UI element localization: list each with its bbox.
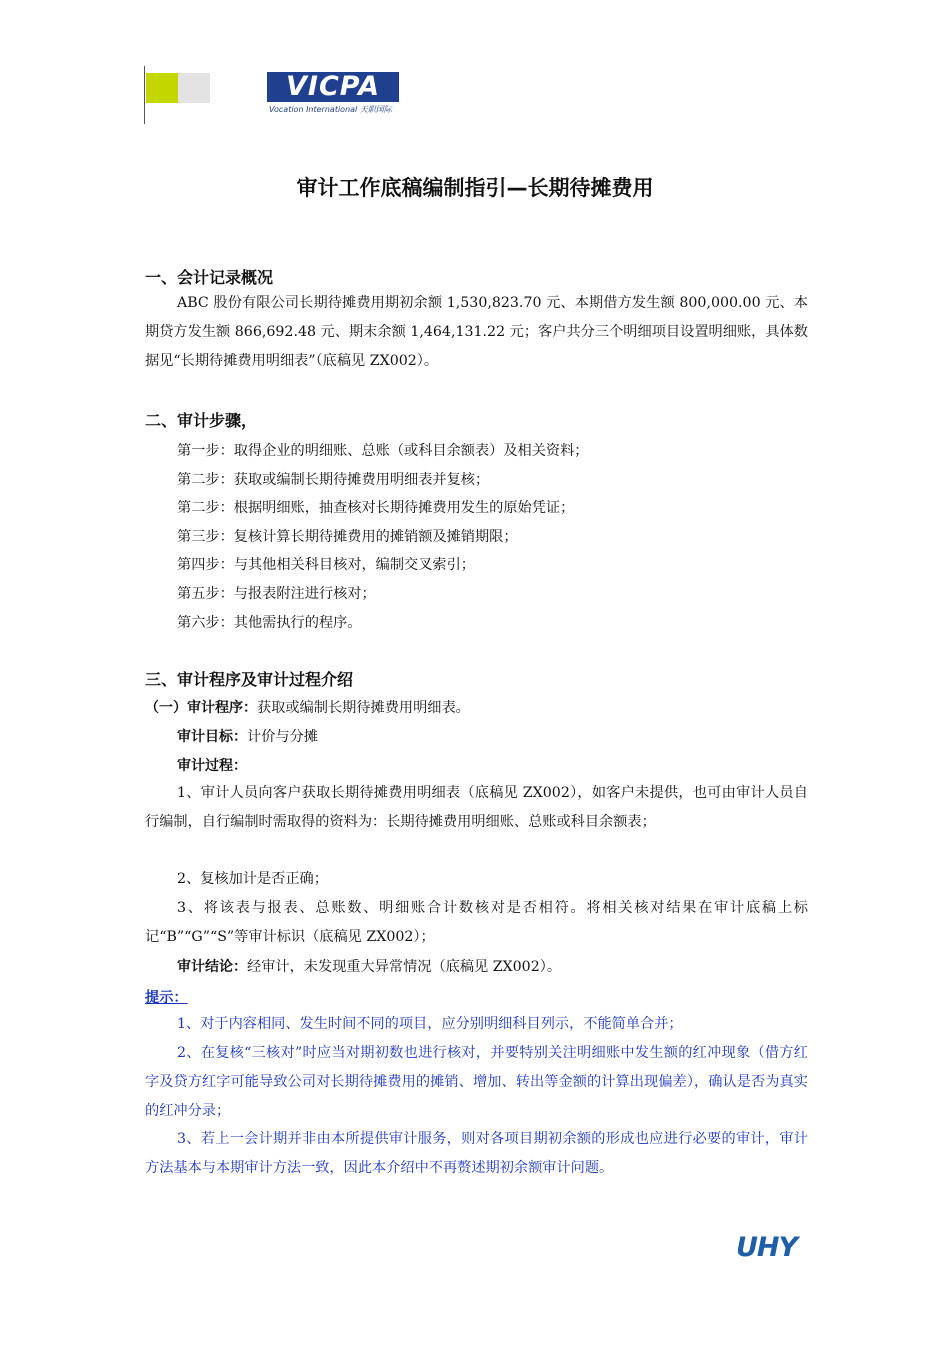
process-item: 1、审计人员向客户获取长期待摊费用明细表（底稿见 ZX002），如客户未提供，也可由审计人员自行编制，自行编制时需取得的资料为：长期待摊费用明细账、总账或科目余额表； [145, 785, 808, 830]
tips-label: 提示： [145, 990, 188, 1006]
process-item: 2、复核加计是否正确； [177, 871, 328, 887]
header-green-block [146, 73, 178, 103]
procedure-label: （一）审计程序： [145, 700, 257, 716]
uhy-logo: UHY [736, 1232, 798, 1263]
conclusion-label: 审计结论： [177, 959, 247, 975]
process-item: 3、将该表与报表、总账数、明细账合计数核对是否相符。将相关核对结果在审计底稿上标记“B”“G”“S”等审计标识（底稿见 ZX002）； [145, 900, 808, 945]
header-grey-block [178, 73, 210, 103]
section2-heading: 二、审计步骤， [145, 411, 258, 430]
tip-item: 1、对于内容相同、发生时间不同的项目，应分别明细科目列示，不能简单合并； [177, 1016, 683, 1032]
document-title: 审计工作底稿编制指引—长期待摊费用 [296, 176, 654, 200]
process-label: 审计过程： [177, 758, 247, 774]
section3-heading: 三、审计程序及审计过程介绍 [145, 670, 354, 689]
procedure-text: 获取或编制长期待摊费用明细表。 [257, 700, 470, 716]
tip-item: 3、若上一会计期并非由本所提供审计服务，则对各项目期初余额的形成也应进行必要的审计，审计方法基本与本期审计方法一致，因此本介绍中不再赘述期初余额审计问题。 [145, 1131, 808, 1176]
step-item: 第五步：与报表附注进行核对； [177, 586, 376, 602]
section1-paragraph: ABC 股份有限公司长期待摊费用期初余额 1,530,823.70 元、本期借方发生额 800,000.00 元、本期贷方发生额 866,692.48 元、期末余额 1,464,131.22 元；客户共分三个明细项目设置明细账，具体数据见“长期待摊费用明细表”（底稿见 ZX002）。 [145, 295, 808, 369]
header-corner-line [144, 66, 145, 124]
objective-text: 计价与分摊 [247, 729, 318, 745]
step-item: 第二步：根据明细账，抽查核对长期待摊费用发生的原始凭证； [177, 500, 575, 516]
conclusion-line [177, 956, 561, 976]
conclusion-text: 经审计，未发现重大异常情况（底稿见 ZX002）。 [247, 959, 562, 975]
step-item: 第四步：与其他相关科目核对，编制交叉索引； [177, 557, 475, 573]
vicpa-logo-subtitle: Vocation International 天职国际 [269, 105, 392, 114]
objective-label: 审计目标： [177, 729, 247, 745]
objective-line [177, 726, 318, 746]
vicpa-logo-text: VICPA [286, 71, 380, 102]
step-item: 第一步：取得企业的明细账、总账（或科目余额表）及相关资料； [177, 443, 589, 459]
step-item: 第二步：获取或编制长期待摊费用明细表并复核； [177, 472, 490, 488]
process-label-line [177, 755, 247, 775]
step-item: 第六步：其他需执行的程序。 [177, 615, 362, 631]
procedure-line [145, 697, 470, 717]
vicpa-logo [267, 72, 399, 116]
step-item: 第三步：复核计算长期待摊费用的摊销额及摊销期限； [177, 529, 518, 545]
section1-heading: 一、会计记录概况 [145, 268, 274, 287]
tip-item: 2、在复核“三核对”时应当对期初数也进行核对，并要特别关注明细账中发生额的红冲现象（借方红字及贷方红字可能导致公司对长期待摊费用的摊销、增加、转出等金额的计算出现偏差），确认是否为真实的红冲分录； [145, 1045, 808, 1119]
